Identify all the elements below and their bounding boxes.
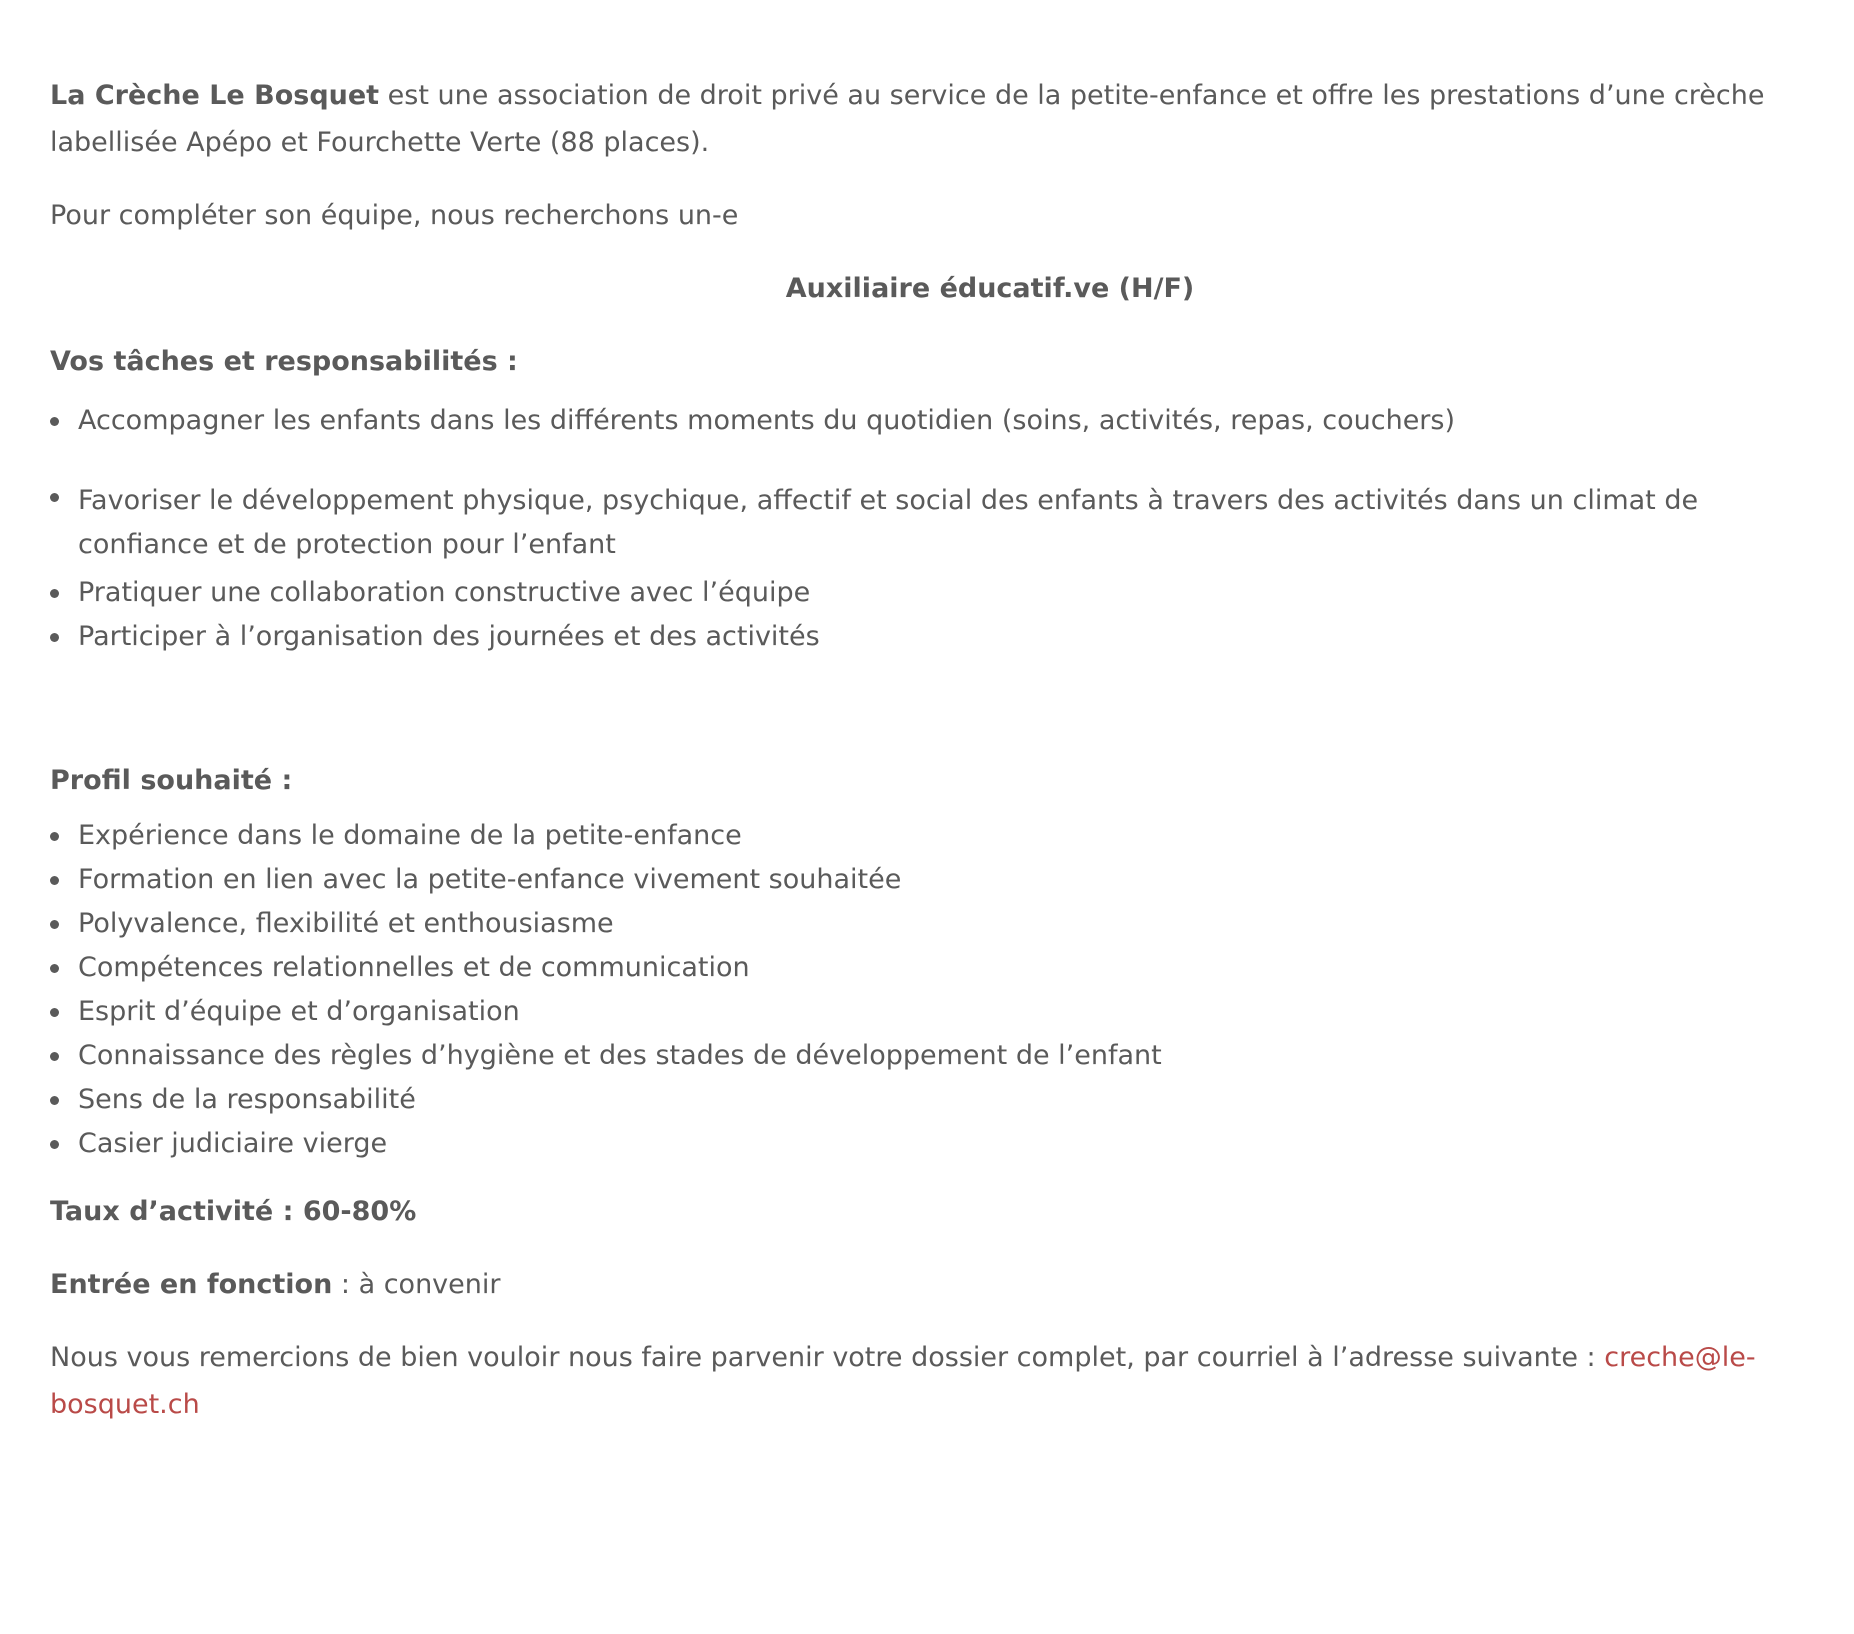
bullet-icon xyxy=(50,633,59,642)
bullet-icon xyxy=(50,1052,59,1061)
task-text: Participer à l’organisation des journées et des activités xyxy=(78,621,820,652)
bullet-icon xyxy=(50,1096,59,1105)
start-value: : à convenir xyxy=(332,1269,501,1300)
list-item xyxy=(50,990,1804,1034)
org-name: La Crèche Le Bosquet xyxy=(50,80,380,111)
list-item xyxy=(50,571,1804,615)
start-label: Entrée en fonction xyxy=(50,1269,333,1300)
tasks-heading: Vos tâches et responsabilités : xyxy=(50,346,518,377)
task-text: Pratiquer une collaboration constructive avec l’équipe xyxy=(78,577,811,608)
profile-list xyxy=(50,814,1804,1166)
intro-text: est une association de droit privé au service de la petite-enfance et offre les prestations d’une crèche labellisée Apépo et Fourchette Verte (88 places). xyxy=(50,80,1765,158)
list-item xyxy=(50,475,1804,571)
list-item xyxy=(50,814,1804,858)
tasks-list xyxy=(50,395,1804,659)
list-item xyxy=(50,395,1804,447)
email-link[interactable]: creche@le-bosquet.ch xyxy=(50,1342,1756,1420)
profile-text: Formation en lien avec la petite-enfance vivement souhaitée xyxy=(78,864,902,895)
profile-text: Polyvalence, flexibilité et enthousiasme xyxy=(78,908,614,939)
task-text: Favoriser le développement physique, psychique, affectif et social des enfants à travers des activités dans un climat de confiance et de protection pour l’enfant xyxy=(78,485,1699,560)
bullet-icon xyxy=(50,920,59,929)
bullet-icon xyxy=(50,417,59,426)
closing-text: Nous vous remercions de bien vouloir nous faire parvenir votre dossier complet, par courriel à l’adresse suivante : xyxy=(50,1342,1605,1373)
task-text: Accompagner les enfants dans les différents moments du quotidien (soins, activités, repas, couchers) xyxy=(78,405,1455,436)
list-item xyxy=(50,1078,1804,1122)
profile-text: Connaissance des règles d’hygiène et des stades de développement de l’enfant xyxy=(78,1040,1162,1071)
lead-text: Pour compléter son équipe, nous recherchons un-e xyxy=(50,200,739,231)
bullet-icon xyxy=(50,589,59,598)
profile-text: Casier judiciaire vierge xyxy=(78,1128,388,1159)
bullet-icon xyxy=(50,1140,59,1149)
list-item xyxy=(50,858,1804,902)
profile-heading: Profil souhaité : xyxy=(50,765,293,796)
start-date xyxy=(50,1261,1804,1308)
list-item xyxy=(50,1122,1804,1166)
profile-text: Expérience dans le domaine de la petite-enfance xyxy=(78,820,742,851)
job-title: Auxiliaire éducatif.ve (H/F) xyxy=(785,273,1195,304)
profile-text: Sens de la responsabilité xyxy=(78,1084,416,1115)
bullet-icon xyxy=(50,876,59,885)
closing-paragraph xyxy=(50,1334,1804,1428)
bullet-icon xyxy=(50,1008,59,1017)
bullet-icon xyxy=(50,493,59,502)
intro-paragraph xyxy=(50,72,1804,166)
profile-text: Compétences relationnelles et de communication xyxy=(78,952,750,983)
list-item xyxy=(50,615,1804,659)
activity-rate: Taux d’activité : 60-80% xyxy=(50,1196,417,1227)
bullet-icon xyxy=(50,832,59,841)
list-item xyxy=(50,946,1804,990)
profile-text: Esprit d’équipe et d’organisation xyxy=(78,996,520,1027)
bullet-icon xyxy=(50,964,59,973)
list-item xyxy=(50,1034,1804,1078)
list-item xyxy=(50,902,1804,946)
